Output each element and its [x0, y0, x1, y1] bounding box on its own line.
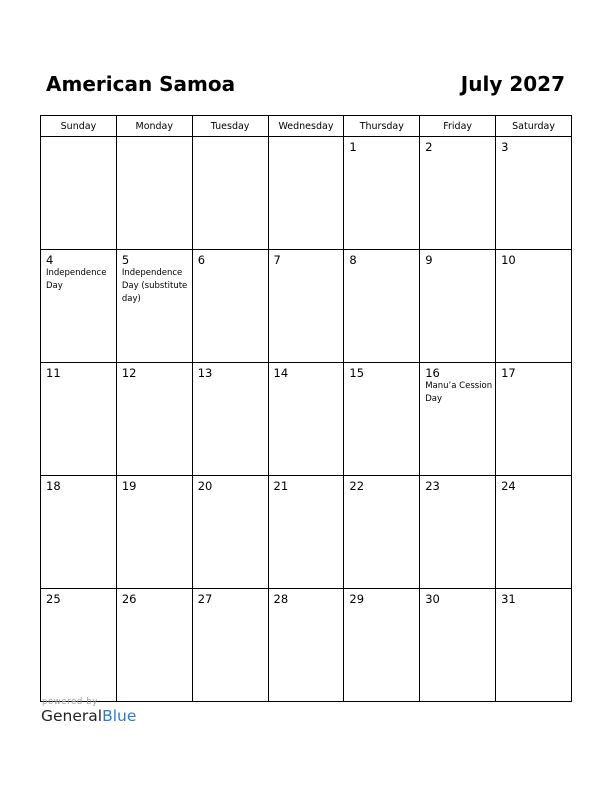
week-row	[41, 476, 572, 589]
brand-name-blue: Blue	[102, 707, 137, 725]
weekday-header: Tuesday	[192, 116, 268, 137]
day-cell	[496, 589, 572, 702]
day-number: 2	[425, 140, 433, 154]
holiday-label: Independence Day	[46, 268, 107, 291]
day-number: 24	[501, 479, 516, 493]
day-number: 10	[501, 253, 516, 267]
day-number: 4	[46, 253, 54, 267]
day-number: 20	[197, 479, 213, 493]
day-cell	[268, 250, 344, 363]
generalblue-logo[interactable]	[41, 707, 136, 725]
day-cell	[268, 476, 344, 589]
weekday-header: Friday	[420, 116, 496, 137]
calendar-region-title: American Samoa	[46, 72, 236, 96]
day-cell	[41, 589, 117, 702]
day-number: 26	[121, 592, 137, 606]
day-cell	[496, 137, 572, 250]
weekday-header-row	[41, 116, 572, 137]
day-number: 7	[273, 253, 281, 267]
day-number: 5	[121, 253, 130, 267]
day-cell	[192, 250, 268, 363]
day-cell	[420, 589, 496, 702]
day-cell	[496, 476, 572, 589]
day-cell	[344, 363, 420, 476]
day-cell	[420, 250, 496, 363]
day-number: 29	[349, 592, 365, 606]
day-number: 21	[273, 479, 289, 493]
weekday-header: Thursday	[344, 116, 420, 137]
day-number: 31	[501, 592, 516, 606]
day-number: 27	[197, 592, 213, 606]
day-cell	[41, 363, 117, 476]
powered-by-text: powered by	[42, 697, 98, 707]
day-cell	[116, 476, 192, 589]
day-cell	[268, 137, 344, 250]
day-number: 11	[46, 366, 61, 380]
day-cell	[268, 589, 344, 702]
week-row	[41, 250, 572, 363]
day-number: 25	[46, 592, 61, 606]
weekday-header: Saturday	[496, 116, 572, 137]
day-number: 16	[425, 366, 440, 380]
week-row	[41, 137, 572, 250]
holiday-label: Independence Day (substitute day)	[121, 268, 188, 304]
day-cell	[344, 589, 420, 702]
day-cell	[344, 476, 420, 589]
week-row	[41, 363, 572, 476]
day-number: 6	[197, 253, 206, 267]
week-row	[41, 589, 572, 702]
day-cell	[192, 589, 268, 702]
day-cell	[496, 363, 572, 476]
day-number: 18	[46, 479, 61, 493]
day-cell	[116, 363, 192, 476]
day-number: 22	[349, 479, 365, 493]
day-number: 30	[425, 592, 440, 606]
day-cell	[420, 137, 496, 250]
day-number: 23	[425, 479, 440, 493]
day-cell	[41, 250, 117, 363]
day-cell	[344, 137, 420, 250]
holiday-label: Manu’a Cession Day	[425, 381, 493, 404]
calendar-month-title: July 2027	[460, 72, 565, 96]
day-number: 1	[349, 140, 357, 154]
day-number: 9	[425, 253, 433, 267]
brand-name-general: General	[41, 707, 103, 725]
weekday-header: Sunday	[41, 116, 117, 137]
day-cell	[116, 589, 192, 702]
weekday-header: Monday	[116, 116, 192, 137]
day-cell	[420, 476, 496, 589]
month-calendar-grid	[40, 115, 572, 702]
day-number: 15	[349, 366, 365, 380]
day-cell	[116, 137, 192, 250]
day-number: 28	[273, 592, 289, 606]
day-cell	[192, 363, 268, 476]
day-number: 14	[273, 366, 289, 380]
day-number: 8	[349, 253, 357, 267]
day-cell	[344, 250, 420, 363]
day-cell	[41, 476, 117, 589]
day-cell	[420, 363, 496, 476]
day-cell	[496, 250, 572, 363]
day-cell	[192, 476, 268, 589]
day-number: 3	[501, 140, 509, 154]
day-number: 19	[121, 479, 137, 493]
day-cell	[192, 137, 268, 250]
day-cell	[116, 250, 192, 363]
day-number: 17	[501, 366, 516, 380]
day-cell	[41, 137, 117, 250]
weekday-header: Wednesday	[268, 116, 344, 137]
day-cell	[268, 363, 344, 476]
day-number: 13	[197, 366, 213, 380]
day-number: 12	[121, 366, 137, 380]
